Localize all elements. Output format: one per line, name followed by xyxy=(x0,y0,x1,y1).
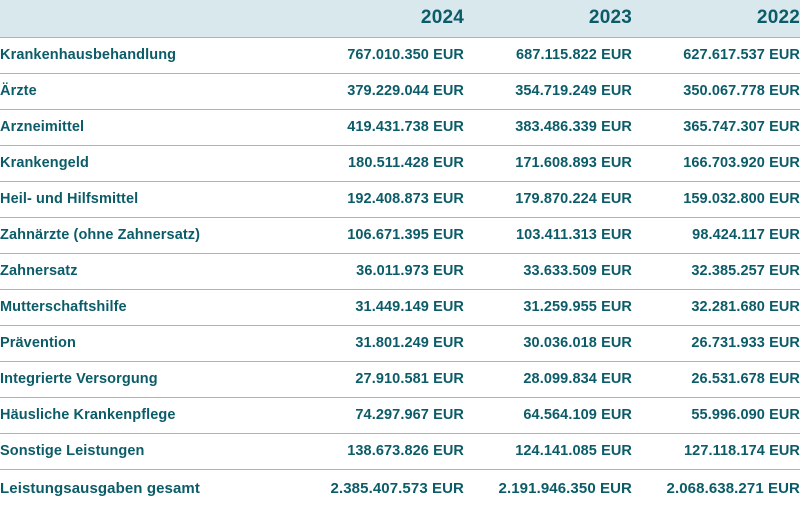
row-label: Prävention xyxy=(0,335,76,351)
column-header-category xyxy=(0,0,296,37)
row-label: Sonstige Leistungen xyxy=(0,443,145,459)
row-value-2023: 354.719.249 EUR xyxy=(515,83,632,99)
row-value-2024: 106.671.395 EUR xyxy=(347,227,464,243)
row-value-2024: 379.229.044 EUR xyxy=(347,83,464,99)
row-label: Heil- und Hilfsmittel xyxy=(0,191,139,207)
row-value-2024: 419.431.738 EUR xyxy=(347,119,464,135)
table-row xyxy=(0,181,800,217)
row-label: Krankengeld xyxy=(0,155,89,171)
row-value-2022: 26.531.678 EUR xyxy=(691,371,800,387)
row-value-2023: 383.486.339 EUR xyxy=(515,119,632,135)
row-value-2023: 687.115.822 EUR xyxy=(516,47,632,63)
table-row xyxy=(0,217,800,253)
row-value-2024: 138.673.826 EUR xyxy=(347,443,464,459)
row-value-2022: 32.281.680 EUR xyxy=(691,299,800,315)
row-label: Mutterschaftshilfe xyxy=(0,299,127,315)
row-value-2023: 30.036.018 EUR xyxy=(523,335,632,351)
table-row xyxy=(0,433,800,469)
row-value-2024: 180.511.428 EUR xyxy=(348,155,464,171)
row-value-2023: 64.564.109 EUR xyxy=(523,407,632,423)
total-value-2023: 2.191.946.350 EUR xyxy=(498,479,632,497)
row-value-2024: 36.011.973 EUR xyxy=(356,263,464,279)
row-label: Häusliche Krankenpflege xyxy=(0,407,176,423)
row-label: Krankenhausbehandlung xyxy=(0,47,177,63)
row-label: Zahnärzte (ohne Zahnersatz) xyxy=(0,227,201,243)
row-value-2022: 55.996.090 EUR xyxy=(691,407,800,423)
column-header-2022: 2022 xyxy=(756,7,800,29)
row-value-2022: 159.032.800 EUR xyxy=(683,191,800,207)
total-value-2024: 2.385.407.573 EUR xyxy=(330,479,464,497)
table-row xyxy=(0,73,800,109)
row-value-2022: 166.703.920 EUR xyxy=(683,155,800,171)
row-value-2022: 127.118.174 EUR xyxy=(684,443,800,459)
table-row xyxy=(0,325,800,361)
row-value-2024: 31.801.249 EUR xyxy=(355,335,464,351)
row-value-2024: 767.010.350 EUR xyxy=(347,47,464,63)
row-value-2023: 124.141.085 EUR xyxy=(515,443,632,459)
row-value-2023: 103.411.313 EUR xyxy=(516,227,632,243)
table-total-row xyxy=(0,469,800,507)
table-row xyxy=(0,37,800,73)
row-label: Integrierte Versorgung xyxy=(0,371,158,387)
row-value-2022: 98.424.117 EUR xyxy=(692,227,800,243)
row-value-2023: 31.259.955 EUR xyxy=(523,299,632,315)
table-header-row xyxy=(0,0,800,37)
table-row xyxy=(0,397,800,433)
total-label: Leistungsausgaben gesamt xyxy=(0,479,200,497)
row-value-2023: 33.633.509 EUR xyxy=(523,263,632,279)
row-value-2022: 350.067.778 EUR xyxy=(683,83,800,99)
table-body xyxy=(0,37,800,507)
column-header-2023: 2023 xyxy=(588,7,632,29)
row-value-2022: 32.385.257 EUR xyxy=(691,263,800,279)
row-label: Zahnersatz xyxy=(0,263,78,279)
table-row xyxy=(0,289,800,325)
row-value-2024: 74.297.967 EUR xyxy=(355,407,464,423)
row-value-2022: 26.731.933 EUR xyxy=(691,335,800,351)
row-value-2024: 27.910.581 EUR xyxy=(355,371,464,387)
row-value-2023: 171.608.893 EUR xyxy=(515,155,632,171)
total-value-2022: 2.068.638.271 EUR xyxy=(666,479,800,497)
row-value-2022: 365.747.307 EUR xyxy=(683,119,800,135)
row-value-2024: 31.449.149 EUR xyxy=(355,299,464,315)
row-value-2023: 179.870.224 EUR xyxy=(515,191,632,207)
row-label: Ärzte xyxy=(0,83,37,99)
column-header-2024: 2024 xyxy=(420,7,464,29)
table-row xyxy=(0,253,800,289)
row-value-2024: 192.408.873 EUR xyxy=(347,191,464,207)
row-label: Arzneimittel xyxy=(0,119,85,135)
row-value-2022: 627.617.537 EUR xyxy=(683,47,800,63)
table-row xyxy=(0,109,800,145)
table-row xyxy=(0,361,800,397)
row-value-2023: 28.099.834 EUR xyxy=(523,371,632,387)
table-row xyxy=(0,145,800,181)
